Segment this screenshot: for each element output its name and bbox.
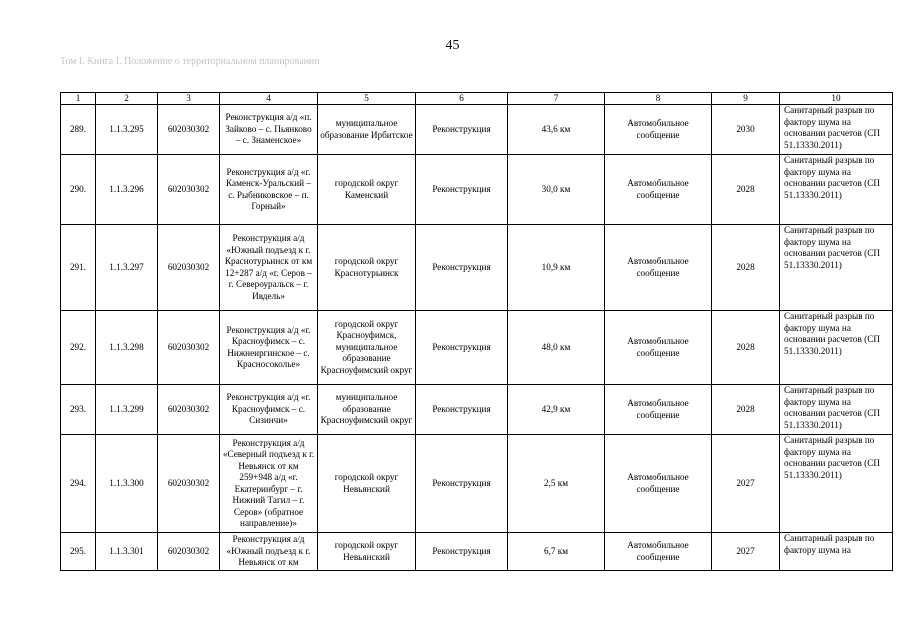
column-header: 7	[508, 93, 605, 105]
table-row	[61, 385, 893, 435]
row-number: 295.	[61, 533, 96, 571]
row-number: 290.	[61, 155, 96, 225]
municipality: городской округ Невьянский	[318, 533, 416, 571]
year: 2028	[712, 311, 780, 385]
table-row	[61, 435, 893, 533]
table-row	[61, 155, 893, 225]
purpose: Автомобильное сообщение	[605, 105, 712, 155]
zone-note: Санитарный разрыв по фактору шума на основании расчетов (СП 51.13330.2011)	[780, 435, 893, 533]
length: 48,0 км	[508, 311, 605, 385]
object-name: Реконструкция а/д «Южный подъезд к г. Краснотурьинск от км 12+287 а/д «г. Серов – г. Североуральск – г. Ивдель»	[220, 225, 318, 311]
object-name: Реконструкция а/д «Северный подъезд к г. Невьянск от км 259+948 а/д «г. Екатеринбург – г. Нижний Тагил – г. Серов» (обратное направление)»	[220, 435, 318, 533]
zone-note: Санитарный разрыв по фактору шума на основании расчетов (СП 51.13330.2011)	[780, 311, 893, 385]
municipality: городской округ Краснотурьинск	[318, 225, 416, 311]
column-header: 1	[61, 93, 96, 105]
table-row	[61, 533, 893, 571]
objects-table	[60, 92, 893, 571]
purpose: Автомобильное сообщение	[605, 435, 712, 533]
zone-note: Санитарный разрыв по фактору шума на основании расчетов (СП 51.13330.2011)	[780, 225, 893, 311]
purpose: Автомобильное сообщение	[605, 311, 712, 385]
classifier-code: 602030302	[158, 533, 220, 571]
row-number: 293.	[61, 385, 96, 435]
object-name: Реконструкция а/д «п. Зайково – с. Пьянково – с. Знаменское»	[220, 105, 318, 155]
classifier-code: 602030302	[158, 225, 220, 311]
length: 6,7 км	[508, 533, 605, 571]
work-type: Реконструкция	[416, 225, 508, 311]
zone-note: Санитарный разрыв по фактору шума на	[780, 533, 893, 571]
object-code: 1.1.3.295	[96, 105, 158, 155]
classifier-code: 602030302	[158, 311, 220, 385]
column-header: 4	[220, 93, 318, 105]
work-type: Реконструкция	[416, 311, 508, 385]
row-number: 289.	[61, 105, 96, 155]
object-code: 1.1.3.301	[96, 533, 158, 571]
table-row	[61, 105, 893, 155]
row-number: 294.	[61, 435, 96, 533]
column-header: 8	[605, 93, 712, 105]
municipality: муниципальное образование Красноуфимский округ	[318, 385, 416, 435]
table-row	[61, 311, 893, 385]
column-header: 3	[158, 93, 220, 105]
column-header: 9	[712, 93, 780, 105]
object-code: 1.1.3.300	[96, 435, 158, 533]
object-code: 1.1.3.299	[96, 385, 158, 435]
object-code: 1.1.3.298	[96, 311, 158, 385]
classifier-code: 602030302	[158, 435, 220, 533]
length: 43,6 км	[508, 105, 605, 155]
column-header: 2	[96, 93, 158, 105]
purpose: Автомобильное сообщение	[605, 533, 712, 571]
object-name: Реконструкция а/д «г. Каменск-Уральский – с. Рыбниковское – п. Горный»	[220, 155, 318, 225]
purpose: Автомобильное сообщение	[605, 385, 712, 435]
object-code: 1.1.3.296	[96, 155, 158, 225]
classifier-code: 602030302	[158, 105, 220, 155]
header-row	[61, 93, 893, 105]
work-type: Реконструкция	[416, 105, 508, 155]
length: 2,5 км	[508, 435, 605, 533]
year: 2028	[712, 385, 780, 435]
year: 2030	[712, 105, 780, 155]
object-code: 1.1.3.297	[96, 225, 158, 311]
length: 42,9 км	[508, 385, 605, 435]
object-name: Реконструкция а/д «г. Красноуфимск – с. Нижнеиргинское – с. Красносоколье»	[220, 311, 318, 385]
zone-note: Санитарный разрыв по фактору шума на основании расчетов (СП 51.13330.2011)	[780, 105, 893, 155]
work-type: Реконструкция	[416, 155, 508, 225]
year: 2028	[712, 225, 780, 311]
length: 30,0 км	[508, 155, 605, 225]
municipality: городской округ Каменский	[318, 155, 416, 225]
table-row	[61, 225, 893, 311]
zone-note: Санитарный разрыв по фактору шума на основании расчетов (СП 51.13330.2011)	[780, 155, 893, 225]
zone-note: Санитарный разрыв по фактору шума на основании расчетов (СП 51.13330.2011)	[780, 385, 893, 435]
work-type: Реконструкция	[416, 385, 508, 435]
year: 2027	[712, 533, 780, 571]
row-number: 291.	[61, 225, 96, 311]
length: 10,9 км	[508, 225, 605, 311]
column-header: 5	[318, 93, 416, 105]
column-header: 6	[416, 93, 508, 105]
work-type: Реконструкция	[416, 435, 508, 533]
purpose: Автомобильное сообщение	[605, 155, 712, 225]
work-type: Реконструкция	[416, 533, 508, 571]
classifier-code: 602030302	[158, 385, 220, 435]
row-number: 292.	[61, 311, 96, 385]
municipality: городской округ Невьянский	[318, 435, 416, 533]
running-header: Том I. Книга I. Положение о территориальном планировании	[60, 56, 320, 67]
classifier-code: 602030302	[158, 155, 220, 225]
year: 2028	[712, 155, 780, 225]
object-name: Реконструкция а/д «Южный подъезд к г. Невьянск от км	[220, 533, 318, 571]
municipality: муниципальное образование Ирбитское	[318, 105, 416, 155]
year: 2027	[712, 435, 780, 533]
page-number: 45	[445, 38, 460, 53]
column-header: 10	[780, 93, 893, 105]
purpose: Автомобильное сообщение	[605, 225, 712, 311]
municipality: городской округ Красноуфимск, муниципальное образование Красноуфимский округ	[318, 311, 416, 385]
object-name: Реконструкция а/д «г. Красноуфимск – с. Сизинчи»	[220, 385, 318, 435]
